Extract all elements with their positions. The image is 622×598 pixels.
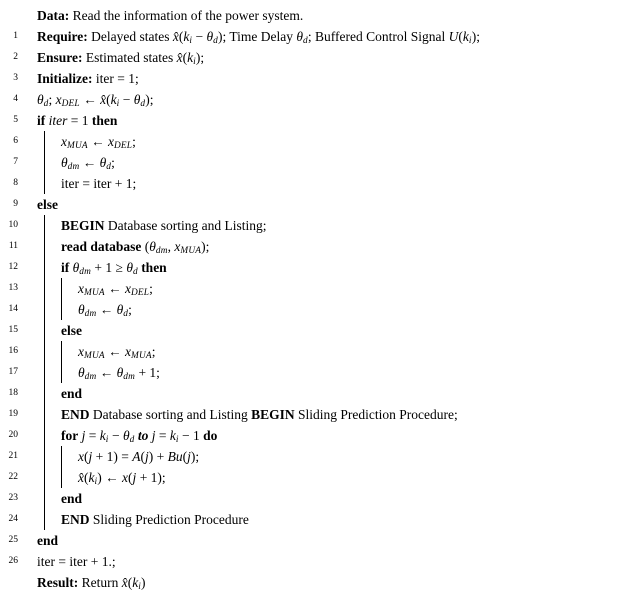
text-run: iter = iter + 1; — [61, 176, 137, 191]
algo-line — [0, 131, 622, 152]
text-run: end — [61, 386, 83, 401]
text-run: ( — [128, 470, 133, 485]
text-run: j — [132, 470, 137, 485]
indent-bar — [44, 509, 61, 530]
text-run: k — [183, 29, 190, 44]
text-run: ( — [141, 239, 150, 254]
text-run: k — [88, 470, 95, 485]
text-run: ( — [106, 92, 111, 107]
text-run: U — [448, 29, 459, 44]
text-run: Data: — [37, 8, 70, 23]
text-run: ( — [84, 449, 89, 464]
text-run: ( — [458, 29, 463, 44]
text-run: Sliding Prediction Procedure; — [294, 407, 458, 422]
algo-line — [0, 488, 622, 509]
text-run: + 1 ≥ — [91, 260, 127, 275]
indent-bar — [61, 467, 78, 488]
text-run: = 1 — [67, 113, 92, 128]
text-run: k — [169, 428, 176, 443]
text-run: θ — [149, 239, 156, 254]
text-run: x — [78, 344, 84, 359]
line-content — [61, 320, 82, 341]
text-run: x — [78, 281, 84, 296]
text-run: x — [108, 134, 114, 149]
line-content — [61, 509, 249, 530]
line-number: 5 — [13, 115, 18, 125]
text-run: ); — [201, 239, 210, 254]
text-run: d — [43, 99, 49, 110]
text-run: x — [61, 134, 67, 149]
text-run: x̂ — [78, 470, 84, 485]
algo-line — [0, 572, 622, 593]
text-run: j — [81, 428, 86, 443]
algo-line — [0, 89, 622, 110]
text-run: θ — [78, 302, 85, 317]
line-number: 11 — [8, 241, 18, 251]
text-run: i — [94, 477, 98, 488]
line-number: 1 — [13, 31, 18, 41]
indent-bar — [44, 467, 61, 488]
text-run: ; Buffered Control Signal — [307, 29, 449, 44]
text-run: i — [468, 36, 472, 47]
text-run: θ — [122, 428, 130, 443]
text-run: ( — [182, 449, 188, 464]
text-run: i — [175, 435, 179, 446]
text-run: do — [203, 428, 218, 443]
line-content — [61, 236, 209, 257]
text-run: x — [125, 281, 131, 296]
text-run: x — [78, 449, 84, 464]
text-run: DEL — [114, 141, 133, 152]
text-run: Return — [78, 575, 122, 590]
line-number: 17 — [8, 367, 18, 377]
text-run: j — [151, 428, 156, 443]
text-run: i — [138, 582, 142, 593]
text-run: Read the information of the power system. — [69, 8, 304, 23]
text-run: dm — [79, 267, 92, 278]
algo-line — [0, 425, 622, 446]
text-run: end — [61, 491, 83, 506]
text-run: x̂ — [172, 29, 179, 44]
indent-bar — [44, 404, 61, 425]
text-run: x — [174, 239, 181, 254]
text-run: d — [140, 99, 146, 110]
text-run: ( — [182, 50, 188, 65]
text-run: ); — [195, 50, 205, 65]
text-run: dm — [84, 309, 97, 320]
indent-bar — [44, 362, 61, 383]
text-run: = — [85, 428, 100, 443]
text-run: θ — [99, 155, 107, 170]
line-number: 9 — [13, 199, 18, 209]
indent-bar — [44, 236, 61, 257]
line-content — [78, 341, 156, 362]
line-content — [61, 383, 82, 404]
text-run: i — [189, 36, 193, 47]
text-run: ; — [128, 302, 132, 317]
line-content — [37, 26, 480, 47]
algorithm-listing — [0, 5, 622, 593]
text-run: θ — [126, 260, 133, 275]
text-run: ( — [127, 575, 133, 590]
text-run: to — [137, 428, 149, 443]
line-content — [37, 572, 146, 593]
algo-line — [0, 173, 622, 194]
line-number: 2 — [13, 52, 18, 62]
text-run: Estimated states — [82, 50, 177, 65]
text-run: − — [108, 428, 123, 443]
algo-line — [0, 68, 622, 89]
algo-line — [0, 5, 622, 26]
indent-bar — [44, 257, 61, 278]
indent-bar — [44, 341, 61, 362]
indent-bar — [44, 320, 61, 341]
line-number: 13 — [8, 283, 18, 293]
algo-line — [0, 467, 622, 488]
text-run: dm — [67, 162, 80, 173]
text-run: then — [141, 260, 167, 275]
text-run: END — [61, 512, 90, 527]
text-run: x — [125, 344, 131, 359]
text-run: iter = iter + 1.; — [37, 554, 116, 569]
line-content — [37, 110, 117, 131]
indent-bar — [61, 341, 78, 362]
text-run: x — [122, 470, 129, 485]
indent-bar — [44, 383, 61, 404]
line-content — [61, 173, 136, 194]
text-run: x̂ — [176, 50, 183, 65]
line-number: 20 — [8, 430, 18, 440]
line-content — [78, 278, 153, 299]
algo-line — [0, 551, 622, 572]
text-run: θ — [78, 365, 85, 380]
text-run: ) — [141, 575, 146, 590]
algo-line — [0, 257, 622, 278]
line-number: 21 — [8, 451, 18, 461]
line-content — [78, 446, 199, 467]
text-run: ← — [96, 302, 117, 317]
indent-bar — [44, 425, 61, 446]
line-content — [61, 425, 217, 446]
indent-bar — [61, 362, 78, 383]
text-run: d — [132, 267, 138, 278]
indent-bar — [44, 488, 61, 509]
text-run: d — [129, 435, 135, 446]
text-run: dm — [123, 372, 136, 383]
indent-bar — [44, 446, 61, 467]
text-run: ; — [132, 134, 136, 149]
algo-line — [0, 320, 622, 341]
text-run: i — [116, 99, 120, 110]
text-run: MUA — [84, 351, 105, 362]
text-run: if — [37, 113, 46, 128]
text-run: MUA — [84, 288, 105, 299]
line-number: 7 — [13, 157, 18, 167]
line-content — [61, 131, 136, 152]
algo-line — [0, 194, 622, 215]
text-run: ); Time Delay — [218, 29, 297, 44]
indent-bar — [61, 446, 78, 467]
text-run: d — [303, 36, 308, 47]
algo-line — [0, 446, 622, 467]
text-run: ← — [104, 281, 125, 296]
text-run: ← — [79, 92, 101, 107]
indent-bar — [44, 278, 61, 299]
text-run: else — [61, 323, 82, 338]
line-number: 3 — [13, 73, 18, 83]
text-run: MUA — [67, 141, 88, 152]
text-run: MUA — [131, 351, 152, 362]
line-number: 14 — [8, 304, 18, 314]
text-run: dm — [84, 372, 97, 383]
text-run: ← — [79, 155, 100, 170]
text-run: Sliding Prediction Procedure — [89, 512, 249, 527]
text-run: Database sorting and Listing; — [104, 218, 267, 233]
algo-line — [0, 110, 622, 131]
text-run: ); — [145, 92, 154, 107]
line-number: 10 — [8, 220, 18, 230]
line-content — [37, 194, 58, 215]
text-run: ( — [84, 470, 89, 485]
text-run: ← — [87, 134, 108, 149]
line-number: 19 — [8, 409, 18, 419]
text-run: x̂ — [100, 92, 107, 107]
algo-line — [0, 299, 622, 320]
indent-bar — [44, 173, 61, 194]
text-run: for — [61, 428, 79, 443]
text-run: k — [99, 428, 106, 443]
line-content — [61, 215, 266, 236]
text-run: Initialize: — [37, 71, 93, 86]
text-run: d — [123, 309, 129, 320]
indent-bar — [61, 278, 78, 299]
text-run: iter — [48, 113, 68, 128]
text-run: ← — [96, 365, 117, 380]
text-run: DEL — [61, 99, 80, 110]
text-run: k — [132, 575, 139, 590]
text-run: k — [462, 29, 469, 44]
text-run: Bu — [167, 449, 183, 464]
text-run: θ — [61, 155, 68, 170]
line-number: 23 — [8, 493, 18, 503]
text-run: θ — [133, 92, 141, 107]
text-run: read database — [61, 239, 142, 254]
line-number: 15 — [8, 325, 18, 335]
text-run: BEGIN — [61, 218, 105, 233]
line-content — [78, 362, 160, 383]
algo-line — [0, 152, 622, 173]
line-content — [61, 404, 458, 425]
line-number: 18 — [8, 388, 18, 398]
text-run: ← — [104, 344, 125, 359]
text-run: = — [155, 428, 170, 443]
line-number: 4 — [13, 94, 18, 104]
text-run: − — [192, 29, 207, 44]
text-run: θ — [116, 365, 124, 380]
text-run: + 1); — [136, 470, 166, 485]
text-run: i — [105, 435, 109, 446]
line-content — [37, 47, 204, 68]
algo-line — [0, 278, 622, 299]
text-run: else — [37, 197, 58, 212]
text-run: dm — [155, 246, 168, 257]
indent-bar — [44, 131, 61, 152]
text-run: θ — [37, 92, 44, 107]
text-run: i — [193, 57, 196, 68]
text-run: Delayed states — [87, 29, 173, 44]
line-content — [37, 5, 303, 26]
line-number: 24 — [8, 514, 18, 524]
text-run: x̂ — [121, 575, 128, 590]
line-number: 12 — [8, 262, 18, 272]
text-run: Database sorting and Listing — [89, 407, 252, 422]
text-run: ( — [178, 29, 184, 44]
algo-line — [0, 236, 622, 257]
text-run: ; — [151, 344, 156, 359]
text-run: Result: — [37, 575, 79, 590]
algo-line — [0, 383, 622, 404]
text-run: ; — [48, 92, 56, 107]
line-number — [0, 572, 37, 593]
text-run: d — [106, 162, 112, 173]
line-content — [78, 299, 132, 320]
line-content — [37, 89, 153, 110]
line-content — [61, 488, 82, 509]
text-run: ; — [111, 155, 115, 170]
text-run: , — [167, 239, 175, 254]
text-run: x — [55, 92, 62, 107]
text-run: Ensure: — [37, 50, 83, 65]
text-run: end — [37, 533, 59, 548]
line-number: 25 — [8, 535, 18, 545]
algo-line — [0, 215, 622, 236]
text-run: + 1) = — [92, 449, 133, 464]
indent-bar — [61, 299, 78, 320]
text-run: ); — [471, 29, 480, 44]
line-content — [37, 68, 139, 89]
text-run: ; — [149, 281, 153, 296]
line-content — [37, 551, 116, 572]
text-run: if — [61, 260, 70, 275]
line-number: 16 — [8, 346, 18, 356]
text-run: j — [88, 449, 93, 464]
text-run: j — [145, 449, 149, 464]
text-run: DEL — [131, 288, 150, 299]
algo-line — [0, 362, 622, 383]
text-run: ); — [190, 449, 200, 464]
text-run: d — [213, 36, 219, 47]
text-run: + 1; — [135, 365, 160, 380]
indent-bar — [44, 152, 61, 173]
text-run: θ — [296, 29, 304, 44]
text-run: j — [187, 449, 191, 464]
text-run: k — [110, 92, 117, 107]
line-number: 22 — [8, 472, 18, 482]
text-run: then — [91, 113, 118, 128]
line-content — [61, 152, 115, 173]
algo-line — [0, 341, 622, 362]
text-run: Require: — [37, 29, 88, 44]
text-run: θ — [116, 302, 124, 317]
algo-line — [0, 509, 622, 530]
indent-bar — [44, 215, 61, 236]
text-run: iter = 1; — [92, 71, 139, 86]
text-run: ) + — [148, 449, 168, 464]
line-content — [37, 530, 58, 551]
text-run: ( — [140, 449, 145, 464]
text-run: θ — [72, 260, 80, 275]
line-content — [61, 257, 167, 278]
text-run: ) ← — [97, 470, 123, 485]
text-run: A — [132, 449, 141, 464]
line-number: 6 — [13, 136, 18, 146]
text-run: BEGIN — [251, 407, 295, 422]
text-run: − — [119, 92, 134, 107]
line-content — [78, 467, 166, 488]
algo-line — [0, 47, 622, 68]
text-run: MUA — [180, 246, 202, 257]
line-number — [0, 5, 37, 26]
algo-line — [0, 26, 622, 47]
text-run: − 1 — [178, 428, 204, 443]
indent-bar — [44, 299, 61, 320]
algo-line — [0, 530, 622, 551]
text-run: END — [61, 407, 90, 422]
line-number: 8 — [13, 178, 18, 188]
text-run: k — [187, 50, 194, 65]
line-number: 26 — [8, 556, 18, 566]
algo-line — [0, 404, 622, 425]
text-run: θ — [206, 29, 214, 44]
